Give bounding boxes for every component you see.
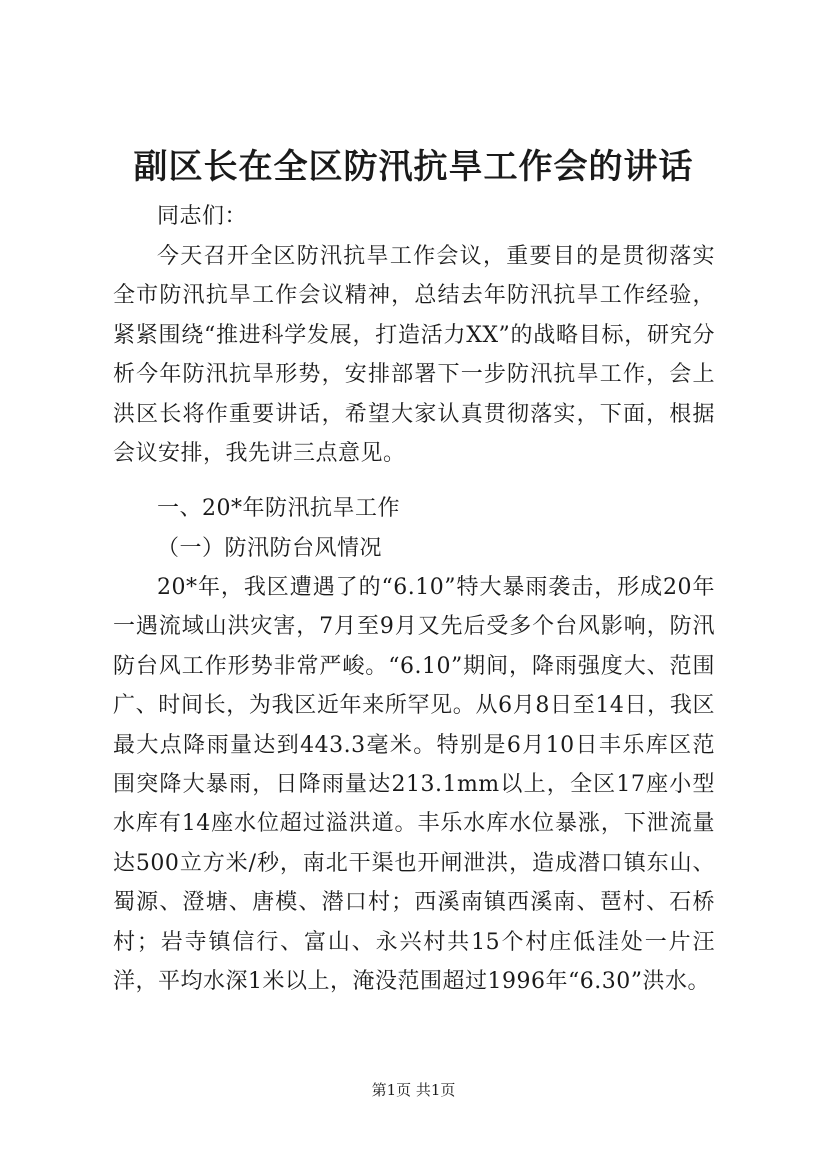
body-paragraph: 20*年，我区遭遇了的“6.10”特大暴雨袭击，形成20年一遇流域山洪灾害，7月至9月又先后受多个台风影响，防汛防台风工作形势非常严峻。“6.10”期间，降雨强度大、范围广、时间长，为我区近年来所罕见。从6月8日至14日，我区最大点降雨量达到443.3毫米。特别是6月10日丰乐库区范围突降大暴雨，日降雨量达213.1mm以上，全区17座小型水库有14座水位超过溢洪道。丰乐水库水位暴涨，下泄流量达500立方米/秒，南北干渠也开闸泄洪，造成潜口镇东山、蜀源、澄塘、唐模、潜口村；西溪南镇西溪南、琶村、石桥村；岩寺镇信行、富山、永兴村共15个村庄低洼处一片汪洋，平均水深1米以上，淹没范围超过1996年“6.30”洪水。 (113, 575, 715, 995)
subsection-heading: （一）防汛防台风情况 (157, 536, 383, 561)
salutation-paragraph: 同志们： (157, 204, 248, 229)
section-heading: 一、20*年防汛抗旱工作 (157, 496, 400, 521)
document-title: 副区长在全区防汛抗旱工作会的讲话 (133, 147, 694, 187)
page-footer: 第1页 共1页 (371, 1081, 456, 1099)
intro-paragraph: 今天召开全区防汛抗旱工作会议，重要目的是贯彻落实全市防汛抗旱工作会议精神，总结去年防汛抗旱工作经验，紧紧围绕“推进科学发展，打造活力XX”的战略目标，研究分析今年防汛抗旱形势，安排部署下一步防汛抗旱工作，会上洪区长将作重要讲话，希望大家认真贯彻落实，下面，根据会议安排，我先讲三点意见。 (113, 244, 715, 467)
